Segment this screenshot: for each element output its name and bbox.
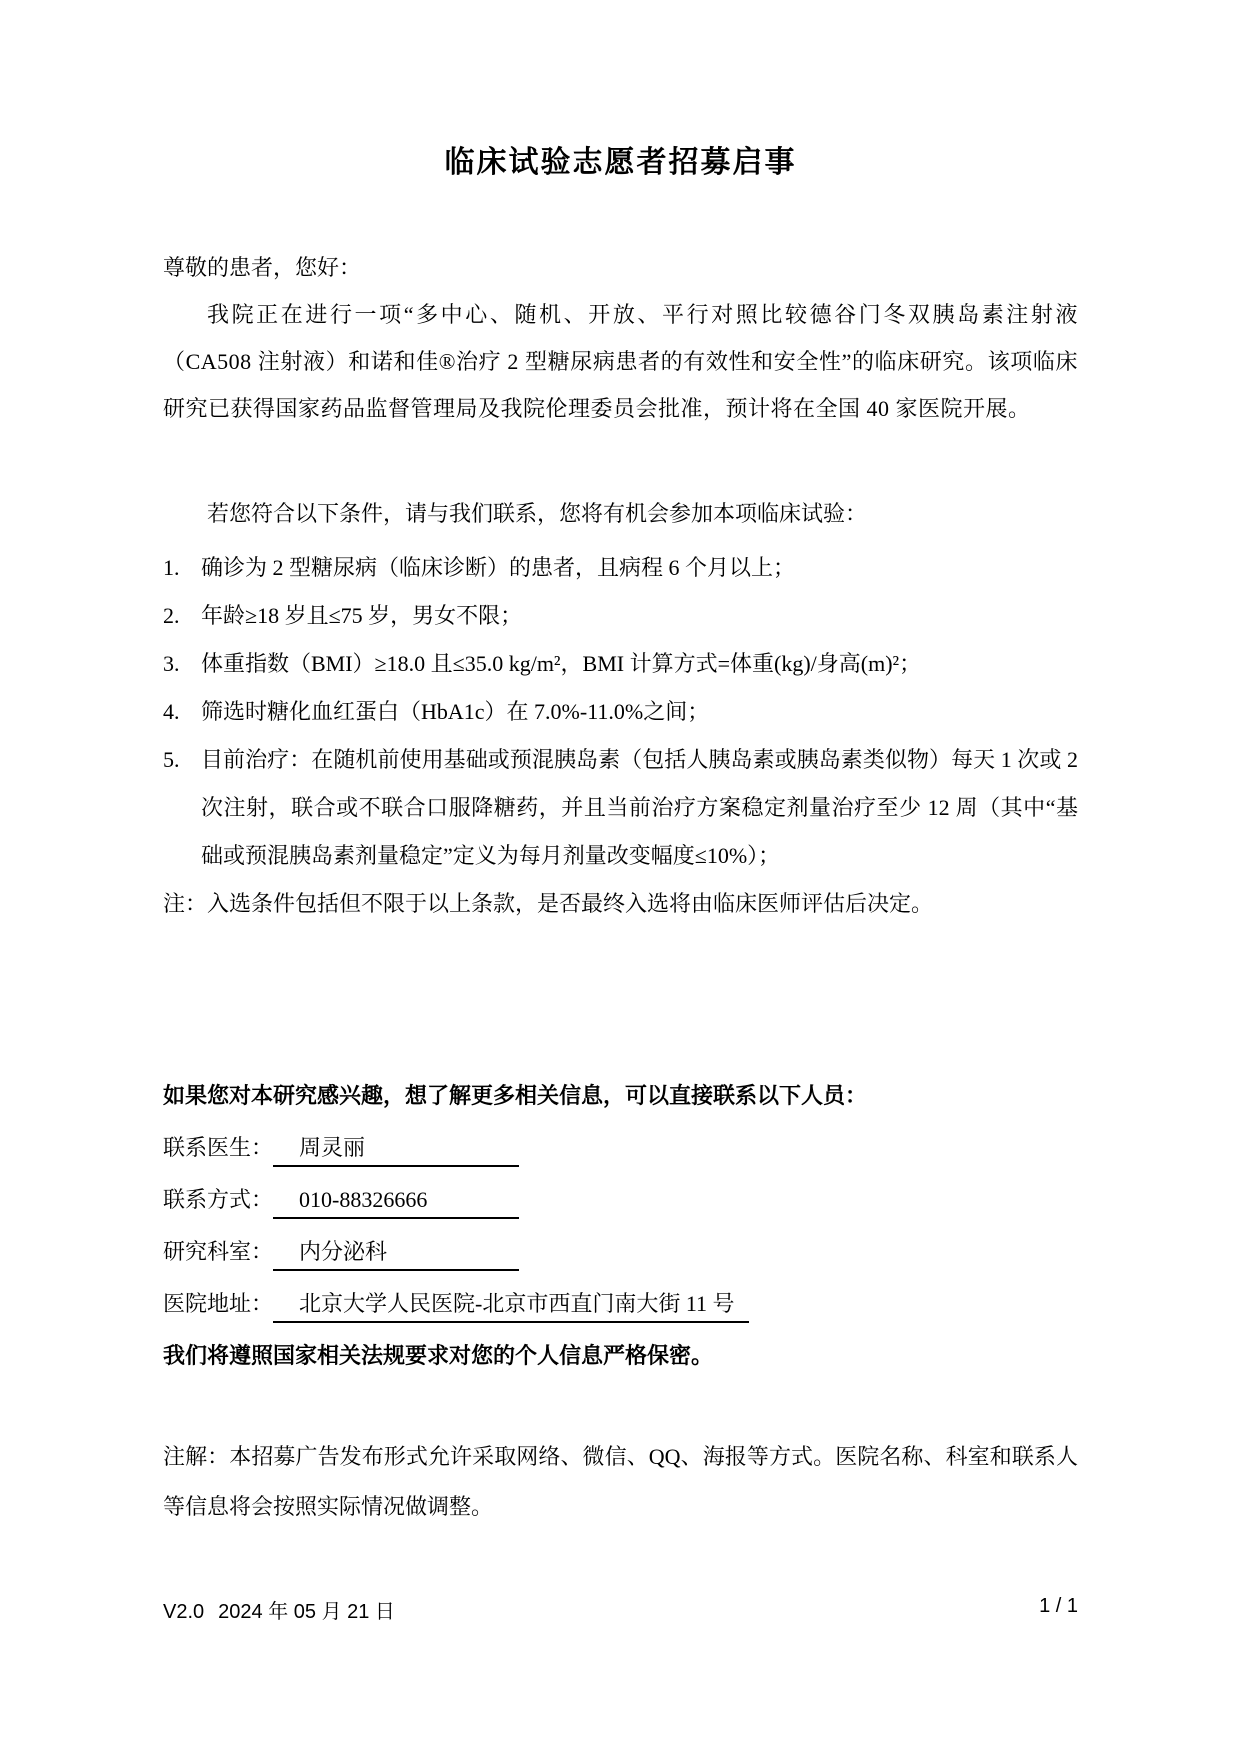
criteria-number: 3. xyxy=(163,651,180,676)
page-number: 1 / 1 xyxy=(1039,1595,1078,1617)
intro-paragraph: 我院正在进行一项“多中心、随机、开放、平行对照比较德谷门冬双胰岛素注射液（CA508 注射液）和诺和佳®治疗 2 型糖尿病患者的有效性和安全性”的临床研究。该项临床研究已获得国家药品监督管理局及我院伦理委员会批准，预计将在全国 40 家医院开展。 xyxy=(163,302,1078,421)
footer-version-date xyxy=(163,1595,409,1624)
footnote: 注解：本招募广告发布形式允许采取网络、微信、QQ、海报等方式。医院名称、科室和联系人等信息将会按照实际情况做调整。 xyxy=(163,1444,1078,1519)
criteria-number: 2. xyxy=(163,603,180,628)
criteria-item-1 xyxy=(163,544,1078,592)
page-title: 临床试验志愿者招募启事 xyxy=(444,146,797,179)
criteria-number: 5. xyxy=(163,747,180,772)
criteria-number: 1. xyxy=(163,555,180,580)
criteria-text: 确诊为 2 型糖尿病（临床诊断）的患者，且病程 6 个月以上； xyxy=(201,555,796,580)
contact-address-value: 北京大学人民医院-北京市西直门南大街 11 号 xyxy=(273,1287,749,1323)
criteria-item-5 xyxy=(163,736,1078,880)
contact-intro: 如果您对本研究感兴趣，想了解更多相关信息，可以直接联系以下人员： xyxy=(163,1083,868,1108)
criteria-item-4 xyxy=(163,688,1078,736)
contact-label: 医院地址： xyxy=(163,1291,274,1316)
contact-department-value: 内分泌科 xyxy=(273,1235,519,1271)
contact-row-doctor xyxy=(163,1122,1078,1174)
contact-doctor-value: 周灵丽 xyxy=(273,1131,519,1167)
inclusion-note: 注：入选条件包括但不限于以上条款，是否最终入选将由临床医师评估后决定。 xyxy=(163,891,934,916)
greeting-line: 尊敬的患者，您好： xyxy=(163,255,362,280)
criteria-intro: 若您符合以下条件，请与我们联系，您将有机会参加本项临床试验： xyxy=(207,501,868,526)
date-label: 2024 年 05 月 21 日 xyxy=(218,1601,395,1623)
contact-row-address xyxy=(163,1278,1078,1330)
privacy-statement: 我们将遵照国家相关法规要求对您的个人信息严格保密。 xyxy=(163,1343,714,1368)
criteria-text: 目前治疗：在随机前使用基础或预混胰岛素（包括人胰岛素或胰岛素类似物）每天 1 次或 2 次注射，联合或不联合口服降糖药，并且当前治疗方案稳定剂量治疗至少 12 周（其中“基础或预混胰岛素剂量稳定”定义为每月剂量改变幅度≤10%）； xyxy=(201,747,1078,868)
criteria-text: 体重指数（BMI）≥18.0 且≤35.0 kg/m²，BMI 计算方式=体重(kg)/身高(m)²； xyxy=(201,651,922,676)
version-label: V2.0 xyxy=(163,1601,205,1623)
criteria-number: 4. xyxy=(163,699,180,724)
criteria-item-2 xyxy=(163,592,1078,640)
criteria-text: 年龄≥18 岁且≤75 岁，男女不限； xyxy=(201,603,523,628)
contact-row-department xyxy=(163,1226,1078,1278)
criteria-text: 筛选时糖化血红蛋白（HbA1c）在 7.0%-11.0%之间； xyxy=(201,699,710,724)
contact-phone-value: 010-88326666 xyxy=(273,1183,519,1219)
contact-row-phone xyxy=(163,1174,1078,1226)
contact-label: 研究科室： xyxy=(163,1239,274,1264)
criteria-list xyxy=(163,544,1078,880)
page-footer xyxy=(163,1595,1078,1624)
contact-label: 联系医生： xyxy=(163,1135,274,1160)
contact-label: 联系方式： xyxy=(163,1187,274,1212)
criteria-item-3 xyxy=(163,640,1078,688)
